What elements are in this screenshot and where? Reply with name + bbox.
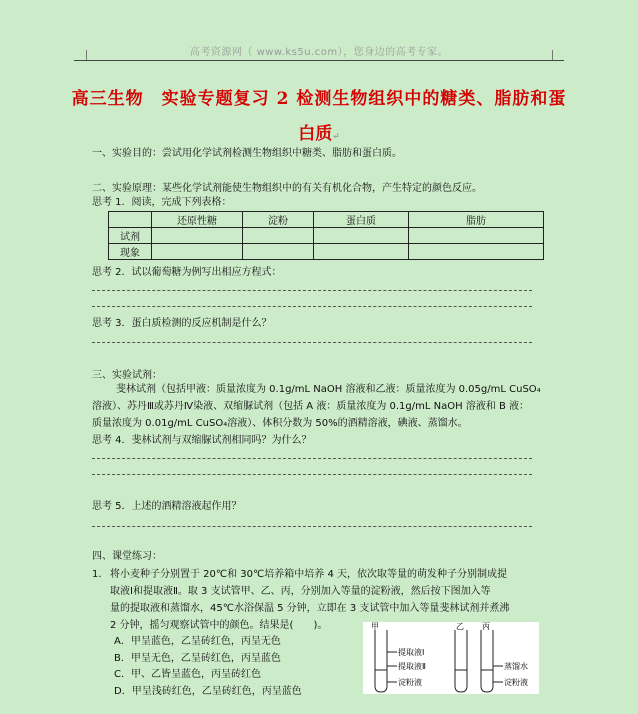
- exercise-line: 量的提取液和蒸馏水，45℃水浴保温 5 分钟，立即在 3 支试管中加入等量斐林试剂并煮沸: [110, 603, 510, 614]
- question-5: 思考 5．上述的酒精溶液起作用？: [92, 501, 242, 512]
- exercise-line: 取液Ⅰ和提取液Ⅱ。取 3 支试管甲、乙、丙，分别加入等量的淀粉液，然后按下图加入等: [110, 586, 491, 597]
- answer-line: [92, 306, 532, 307]
- table-cell: [314, 244, 409, 260]
- label-starch-1: 淀粉液: [398, 678, 422, 687]
- label-water: 蒸馏水: [504, 662, 528, 671]
- table-header-row: [109, 212, 544, 228]
- section-reagents: 三、实验试剂：: [92, 370, 162, 381]
- option-b: B．甲呈无色，乙呈砖红色，丙呈蓝色: [114, 653, 281, 664]
- reagent-text-3: 质量浓度为 0.01g/mL CuSO₄溶液）、体积分数为 50%的酒精溶液，碘液、蒸馏水。: [92, 418, 468, 429]
- tube-label-jia: 甲: [371, 622, 379, 631]
- question-3: 思考 3．蛋白质检测的反应机制是什么？: [92, 318, 272, 329]
- page-header: 高考资源网（ www.ks5u.com），您身边的高考专家。: [189, 47, 449, 58]
- section-principle: 二、实验原理：某些化学试剂能使生物组织中的有关有机化合物，产生特定的颜色反应。: [92, 183, 482, 194]
- title-line-2: 白质↵: [298, 124, 340, 144]
- reagent-table: [108, 211, 544, 260]
- tube-label-yi: 乙: [456, 622, 464, 631]
- tube-bing: [481, 630, 493, 692]
- section-practice: 四、课堂练习：: [92, 551, 162, 562]
- answer-line: [92, 342, 532, 343]
- table-cell: [409, 244, 544, 260]
- label-starch-2: 淀粉液: [504, 678, 528, 687]
- table-header: 蛋白质: [314, 212, 409, 228]
- header-rule: [74, 60, 564, 61]
- exercise-number: 1.: [92, 569, 102, 580]
- section-objective: 一、实验目的：尝试用化学试剂检测生物组织中糖类、脂肪和蛋白质。: [92, 148, 402, 159]
- label-extract-1: 提取液Ⅰ: [398, 648, 425, 657]
- tube-jia: [375, 630, 387, 692]
- answer-line: [92, 526, 532, 527]
- exercise-line: 2 分钟，摇匀观察试管中的颜色。结果是( )。: [110, 620, 328, 631]
- table-cell: [152, 244, 243, 260]
- table-cell: [109, 212, 152, 228]
- question-1: 思考 1．阅读，完成下列表格：: [92, 197, 232, 208]
- option-d: D．甲呈浅砖红色，乙呈砖红色，丙呈蓝色: [114, 686, 302, 697]
- label-extract-2: 提取液Ⅱ: [398, 662, 426, 671]
- table-row: [109, 244, 544, 260]
- exercise-line: 将小麦种子分别置于 20℃和 30℃培养箱中培养 4 天，依次取等量的萌发种子分别制成提: [110, 569, 507, 580]
- table-row-label: 试剂: [109, 228, 152, 244]
- test-tube-diagram: [363, 622, 539, 694]
- test-tube-figure: [363, 622, 539, 694]
- table-header: 还原性糖: [152, 212, 243, 228]
- answer-line: [92, 290, 532, 291]
- reagent-text-1: 斐林试剂（包括甲液：质量浓度为 0.1g/mL NaOH 溶液和乙液：质量浓度为 0.05g/mL CuSO₄: [116, 384, 541, 395]
- table-cell: [243, 228, 314, 244]
- answer-line: [92, 474, 532, 475]
- table-row: [109, 228, 544, 244]
- table-header: 淀粉: [243, 212, 314, 228]
- question-2: 思考 2．试以葡萄糖为例写出相应方程式：: [92, 267, 282, 278]
- table-cell: [409, 228, 544, 244]
- tube-label-bing: 丙: [482, 622, 490, 631]
- table-cell: [243, 244, 314, 260]
- table-cell: [152, 228, 243, 244]
- answer-line: [92, 458, 532, 459]
- table-header: 脂肪: [409, 212, 544, 228]
- table-cell: [314, 228, 409, 244]
- question-4: 思考 4．斐林试剂与双缩脲试剂相同吗？为什么？: [92, 435, 312, 446]
- reagent-text-2: 溶液）、苏丹Ⅲ或苏丹Ⅳ染液、双缩脲试剂（包括 A 液：质量浓度为 0.1g/mL NaOH 溶液和 B 液：: [92, 401, 530, 412]
- option-c: C．甲、乙皆呈蓝色，丙呈砖红色: [114, 669, 261, 680]
- title-line-1: 高三生物 实验专题复习 2 检测生物组织中的糖类、脂肪和蛋: [71, 89, 567, 109]
- table-row-label: 现象: [109, 244, 152, 260]
- option-a: A．甲呈蓝色，乙呈砖红色，丙呈无色: [114, 636, 281, 647]
- tube-yi: [455, 630, 467, 692]
